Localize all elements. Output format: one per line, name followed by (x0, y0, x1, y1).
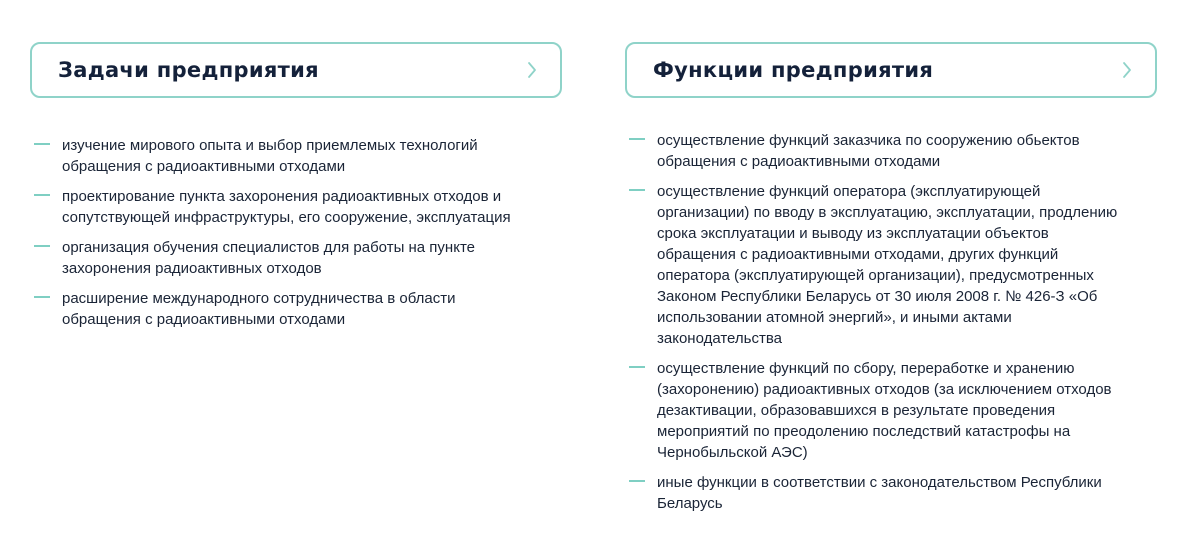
list-item-text: расширение международного сотрудничества в области обращения с радиоактивными отходами (62, 290, 456, 328)
tasks-section (30, 42, 562, 339)
list-item-text: организация обучения специалистов для работы на пункте захоронения радиоактивных отходов (62, 239, 475, 277)
tasks-title: Задачи предприятия (58, 58, 319, 82)
chevron-right-icon (522, 60, 542, 80)
list-item (30, 135, 562, 177)
list-item (625, 358, 1157, 463)
list-item-text: проектирование пункта захоронения радиоактивных отходов и сопутствующей инфраструктуры, его сооружение, эксплуатация (62, 188, 511, 226)
list-item (30, 186, 562, 228)
list-item-text: осуществление функций по сбору, переработке и хранению (захоронению) радиоактивных отходов (за исключением отходов дезактивации, образовавшихся в результате проведения мероприятий по преодолению последствий катастрофы на Чернобыльской АЭС) (657, 360, 1112, 461)
list-item-text: осуществление функций оператора (эксплуатирующей организации) по вводу в эксплуатацию, эксплуатации, продлению срока эксплуатации и выводу из эксплуатации объектов обращения с радиоактивными отходами, других функций оператора (эксплуатирующей организации), предусмотренных Законом Республики Беларусь от 30 июля 2008 г. № 426-З «Об использовании атомной энергий», и иными актами законодательства (657, 183, 1118, 347)
list-item (625, 130, 1157, 172)
tasks-list (30, 135, 562, 330)
functions-title: Функции предприятия (653, 58, 934, 82)
list-item-text: изучение мирового опыта и выбор приемлемых технологий обращения с радиоактивными отходами (62, 137, 478, 175)
dash-bullet (629, 189, 645, 191)
dash-bullet (34, 143, 50, 145)
dash-bullet (34, 245, 50, 247)
functions-section (625, 42, 1157, 523)
tasks-header-button[interactable] (30, 42, 562, 98)
list-item (625, 472, 1157, 514)
dash-bullet (629, 138, 645, 140)
list-item-text: иные функции в соответствии с законодательством Республики Беларусь (657, 474, 1102, 512)
list-item (30, 288, 562, 330)
functions-list (625, 130, 1157, 514)
dash-bullet (34, 194, 50, 196)
chevron-right-icon (1117, 60, 1137, 80)
list-item-text: осуществление функций заказчика по сооружению обьектов обращения с радиоактивными отходами (657, 132, 1080, 170)
list-item (30, 237, 562, 279)
functions-header-button[interactable] (625, 42, 1157, 98)
list-item (625, 181, 1157, 349)
dash-bullet (629, 480, 645, 482)
dash-bullet (34, 296, 50, 298)
dash-bullet (629, 366, 645, 368)
